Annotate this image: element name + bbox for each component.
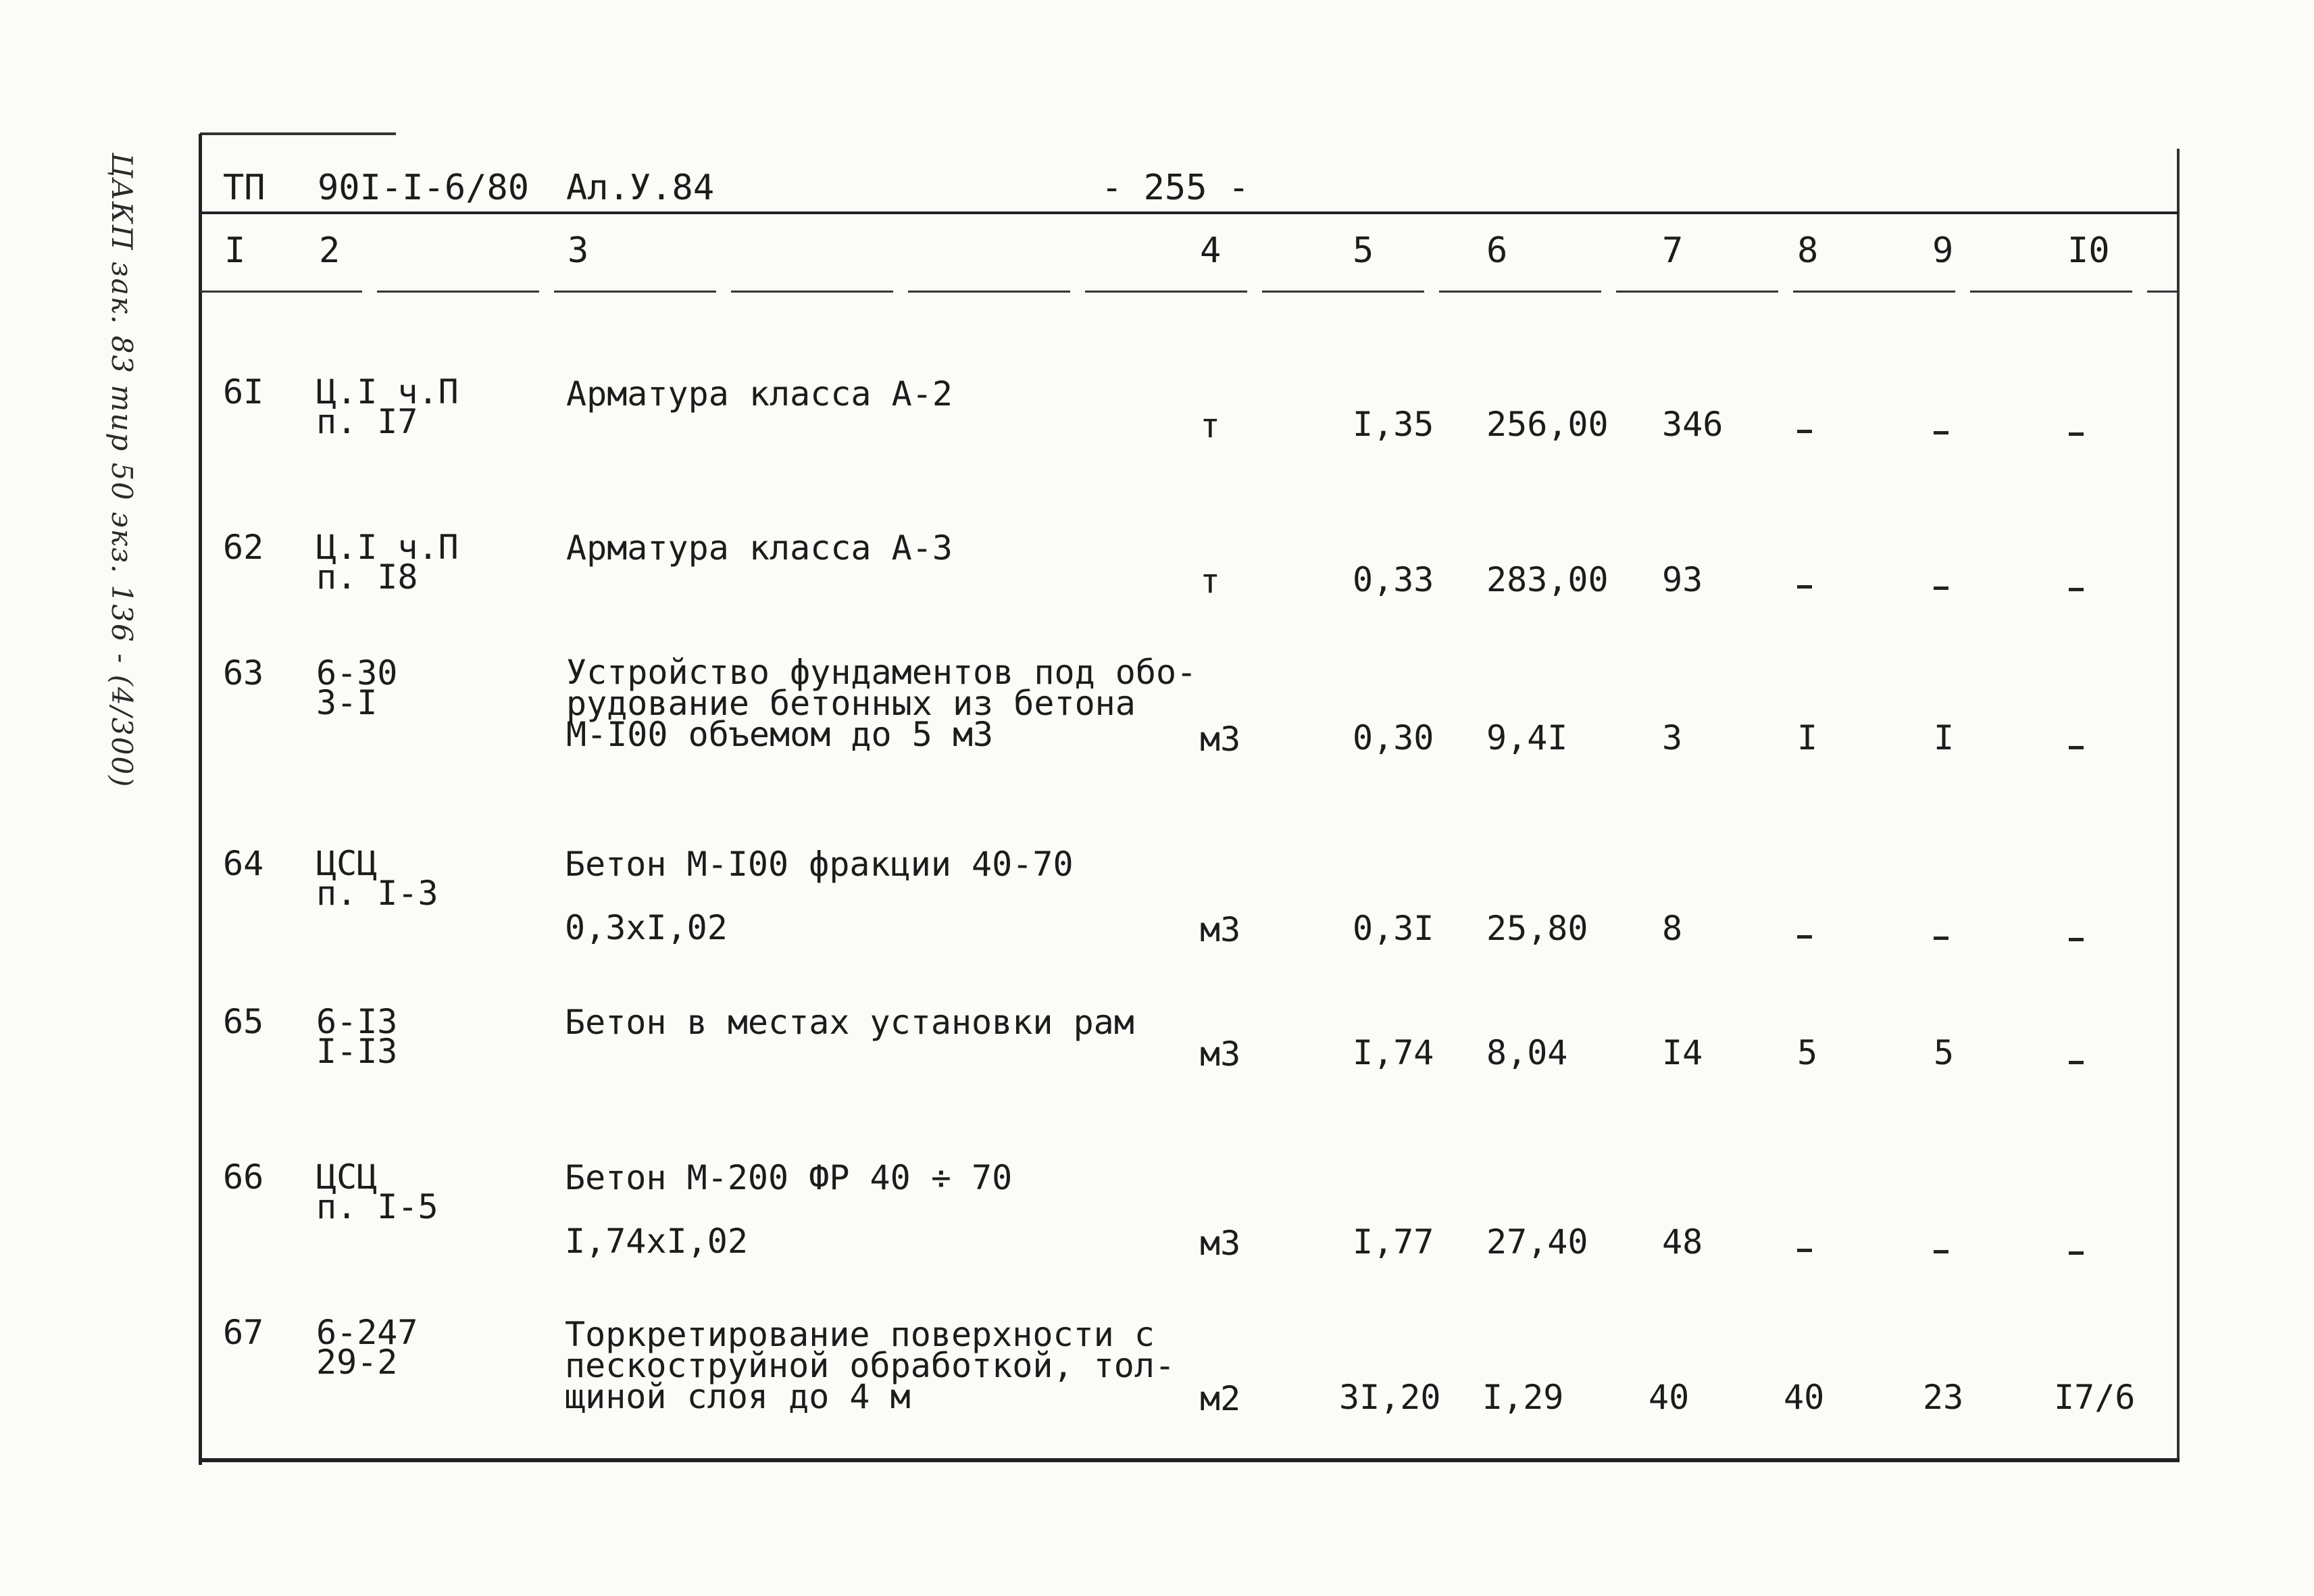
- unit: м3: [1200, 720, 1241, 759]
- column-number: 5: [1353, 230, 1374, 271]
- row-number: 63: [223, 653, 264, 693]
- header-rule: [200, 211, 2178, 214]
- work-description: М-I00 объемом до 5 м3: [566, 715, 994, 754]
- frame-left-border: [199, 134, 202, 1465]
- work-description: Бетон М-I00 фракции 40-70: [565, 845, 1074, 884]
- dash: [1934, 587, 1948, 590]
- work-description: Арматура класса А-2: [566, 374, 953, 414]
- frame-bottom-border: [199, 1458, 2180, 1462]
- unit-price: 256,00: [1486, 405, 1609, 444]
- unit: м3: [1200, 910, 1241, 949]
- row-number: 6I: [223, 372, 264, 412]
- unit-price: 8,04: [1486, 1033, 1568, 1072]
- row-number: 67: [223, 1313, 264, 1352]
- norm-code: п. I-5: [316, 1187, 438, 1226]
- column-number: 3: [568, 230, 589, 271]
- row-number: 66: [223, 1157, 264, 1197]
- unit-price: 283,00: [1486, 560, 1609, 599]
- column-9-value: 23: [1923, 1378, 1964, 1417]
- column-number: 7: [1662, 230, 1684, 271]
- column-number: I: [224, 230, 246, 271]
- column-number: 8: [1797, 230, 1819, 271]
- dash: [1934, 1250, 1948, 1253]
- unit: м2: [1200, 1379, 1241, 1418]
- norm-code: п. I-3: [316, 874, 438, 913]
- dash: [2069, 432, 2084, 436]
- dash: [1797, 1249, 1812, 1252]
- dash: [1797, 430, 1812, 433]
- dash: [1934, 937, 1948, 940]
- norm-code: 29-2: [316, 1343, 398, 1382]
- column-9-value: 5: [1934, 1033, 1955, 1072]
- dash: [1934, 431, 1948, 434]
- page-number: - 255 -: [1101, 168, 1250, 208]
- norm-code: Ц.I ч.П: [316, 372, 459, 412]
- norm-code: Ц.I ч.П: [316, 528, 459, 567]
- dash: [1797, 935, 1812, 939]
- dash: [2069, 588, 2084, 591]
- row-number: 62: [223, 528, 264, 567]
- work-description: рудование бетонных из бетона: [566, 684, 1136, 723]
- unit: т: [1200, 562, 1221, 601]
- quantity: I,74: [1353, 1033, 1434, 1072]
- unit-price: I,29: [1482, 1378, 1564, 1417]
- unit-price: 25,80: [1486, 909, 1588, 948]
- frame-top-stub: [200, 132, 396, 135]
- norm-code: I-I3: [316, 1032, 398, 1071]
- norm-code: ЦСЦ: [316, 1157, 378, 1197]
- quantity: I,77: [1353, 1222, 1434, 1262]
- column-8-value: 5: [1797, 1033, 1818, 1072]
- column-header-rule: [200, 291, 2178, 293]
- norm-code: п. I8: [316, 557, 418, 597]
- unit: м3: [1200, 1034, 1241, 1074]
- volume-calculation: I,74xI,02: [565, 1222, 748, 1261]
- column-8-value: 40: [1784, 1378, 1825, 1417]
- column-9-value: I: [1934, 718, 1955, 757]
- dash: [2069, 1061, 2084, 1064]
- margin-stamp: ЦАКП зак. 83 тир 50 экз. 136 - (4/300): [105, 153, 139, 789]
- total-cost: 3: [1662, 718, 1683, 757]
- column-10-value: I7/6: [2054, 1378, 2136, 1417]
- unit: т: [1200, 406, 1221, 445]
- dash: [2069, 1251, 2084, 1255]
- quantity: 0,3I: [1353, 909, 1434, 948]
- row-number: 65: [223, 1002, 264, 1041]
- work-description: Арматура класса А-3: [566, 528, 953, 568]
- work-description: Бетон М-200 ФР 40 ÷ 70: [565, 1158, 1013, 1197]
- total-cost: I4: [1662, 1033, 1703, 1072]
- document-code: 90I-I-6/80: [318, 168, 530, 208]
- quantity: 3I,20: [1339, 1378, 1441, 1417]
- work-description: Бетон в местах установки рам: [565, 1003, 1134, 1042]
- norm-code: 6-30: [316, 653, 398, 693]
- total-cost: 40: [1649, 1378, 1690, 1417]
- total-cost: 346: [1662, 405, 1724, 444]
- unit-price: 27,40: [1486, 1222, 1588, 1262]
- column-number: 4: [1200, 230, 1222, 271]
- quantity: I,35: [1353, 405, 1434, 444]
- unit-price: 9,4I: [1486, 718, 1568, 757]
- row-number: 64: [223, 844, 264, 883]
- norm-code: 6-I3: [316, 1002, 398, 1041]
- dash: [1797, 585, 1812, 589]
- column-8-value: I: [1797, 718, 1818, 757]
- norm-code: ЦСЦ: [316, 844, 378, 883]
- unit: м3: [1200, 1224, 1241, 1263]
- column-number: 2: [319, 230, 341, 271]
- work-description: щиной слоя до 4 м: [565, 1377, 911, 1416]
- total-cost: 93: [1662, 560, 1703, 599]
- column-number: 9: [1932, 230, 1954, 271]
- total-cost: 48: [1662, 1222, 1703, 1262]
- column-number: 6: [1486, 230, 1508, 271]
- norm-code: п. I7: [316, 402, 418, 441]
- album-code: Ал.У.84: [566, 168, 715, 208]
- series-code: ТП: [223, 168, 266, 208]
- norm-code: 6-247: [316, 1313, 418, 1352]
- column-number: I0: [2067, 230, 2110, 271]
- work-description: Устройство фундаментов под обо-: [566, 653, 1197, 692]
- dash: [2069, 746, 2084, 749]
- quantity: 0,33: [1353, 560, 1434, 599]
- quantity: 0,30: [1353, 718, 1434, 757]
- frame-right-border: [2177, 149, 2180, 1460]
- total-cost: 8: [1662, 909, 1683, 948]
- norm-code: 3-I: [316, 683, 378, 722]
- work-description: Торкретирование поверхности с: [565, 1315, 1155, 1354]
- volume-calculation: 0,3xI,02: [565, 908, 728, 947]
- work-description: пескоструйной обработкой, тол-: [565, 1346, 1176, 1385]
- dash: [2069, 938, 2084, 941]
